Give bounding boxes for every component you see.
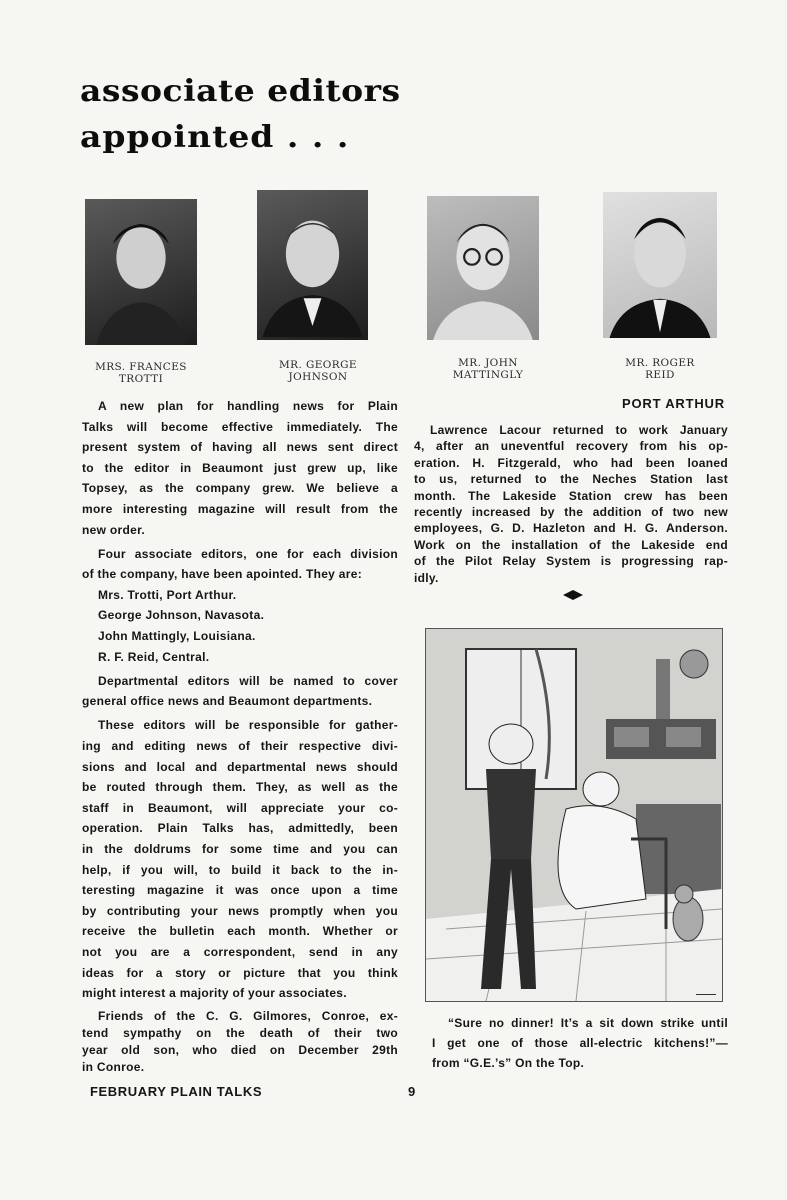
text-line: more interesting magazine will result from the [82,501,398,516]
text-line: by contributing your news promptly when you [82,903,398,918]
footer-publication: FEBRUARY PLAIN TALKS [90,1084,263,1099]
text-line: ing and editing news of their respective divi- [82,739,398,753]
text-line: staff in Beaumont, will appreciate your co- [82,800,398,815]
text-line: teresting magazine it was once upon a time [82,883,398,898]
page-number: 9 [408,1084,416,1099]
caption-john-mattingly [413,357,563,381]
text-line: George Johnson, Navasota. [98,608,265,623]
text-line: These editors will be responsible for gather- [98,718,398,733]
text-line: ideas for a story or picture that you think [82,965,398,980]
text-line: of the company, have been apointed. They are: [82,567,363,582]
caption-line: MATTINGLY [452,369,524,381]
caption-line: TROTTI [118,373,164,385]
text-line: help, if you will, to build it back to the in- [82,862,398,877]
paragraph [432,1013,728,1073]
paragraph [82,715,398,1003]
caption-line: MR. JOHN [458,357,518,369]
text-line: year old son, who died on December 29th [82,1043,398,1057]
text-line: Topsey, as the company grew. We believe a [82,481,398,496]
text-line: 4, after an uneventful recovery from his op- [414,439,728,454]
text-line: R. F. Reid, Central. [98,649,210,664]
article-body [82,396,398,1004]
paragraph [82,544,398,585]
text-line: recently increased by the addition of two new [414,504,728,519]
photo-roger-reid [603,192,717,338]
caption-line: MR. ROGER [625,357,695,369]
text-line: idly. [414,570,439,585]
text-line: Departmental editors will be named to cover [98,673,398,688]
text-line: not you are a correspondent, send in any [82,944,398,959]
gilmores-notice [82,1008,398,1076]
paragraph [82,626,398,647]
text-line: Lawrence Lacour returned to work January [430,423,728,437]
text-line: Work on the installation of the Lakeside end [414,537,728,552]
photo-john-mattingly [427,196,539,340]
text-line: general office news and Beaumont departments. [82,694,373,709]
text-line: Four associate editors, one for each division [98,546,398,561]
caption-line: MR. GEORGE [279,359,357,371]
text-line: Talks will become effective immediately. The [82,419,398,434]
caption-line: JOHNSON [288,371,348,383]
diamond-divider-icon [563,590,583,595]
caption-line: REID [645,369,675,381]
artist-signature-mark [696,986,716,995]
paragraph [82,647,398,668]
paragraph [82,671,398,712]
text-line: “Sure no dinner! It’s a sit down strike until [448,1016,728,1030]
section-heading-port-arthur: PORT ARTHUR [622,396,725,411]
text-line: A new plan for handling news for Plain [98,399,398,413]
text-line: operation. Plain Talks has, admittedly, been [82,821,398,836]
caption-line: MRS. FRANCES [95,361,187,373]
caption-roger-reid [585,357,735,381]
text-line: receive the bulletin each month. Whether or [82,924,398,939]
text-line: might interest a majority of your associates. [82,986,347,1001]
text-line: month. The Lakeside Station crew has been [414,488,728,503]
text-line: new order. [82,522,146,537]
cartoon-caption [432,1013,728,1073]
text-line: be routed through them. They, as well as the [82,780,398,795]
photo-frances-trotti [85,199,197,345]
title-line-1: associate editors [80,72,401,109]
text-line: present system of having all news sent direct [82,440,398,455]
paragraph [82,605,398,626]
photo-george-johnson [257,190,368,340]
text-line: Friends of the C. G. Gilmores, Conroe, ex- [98,1009,398,1023]
text-line: to us, returned to the Neches Station last [414,472,728,487]
cartoon-illustration [425,628,723,1002]
caption-frances-trotti [66,361,216,385]
text-line: to the editor in Beaumont just grew up, like [82,460,398,475]
text-line: John Mattingly, Louisiana. [98,629,256,644]
title-line-2: appointed . . . [80,118,350,155]
port-arthur-news [414,422,728,586]
text-line: I get one of those all-electric kitchens!”— [432,1036,728,1050]
text-line: tend sympathy on the death of their two [82,1026,398,1040]
text-line: from “G.E.’s” On the Top. [432,1056,585,1070]
paragraph [82,585,398,606]
text-line: employees, G. D. Hazleton and H. G. Anderson. [414,521,728,536]
text-line: sions and local and departmental news should [82,759,398,774]
paragraph [414,422,728,586]
text-line: Mrs. Trotti, Port Arthur. [98,587,237,602]
text-line: in the doldrums for some time and you can [82,841,398,856]
diamond-divider-bottom [563,595,583,600]
paragraph [82,1008,398,1076]
text-line: of the Pilot Relay System is progressing rap- [414,554,728,569]
caption-george-johnson [243,359,393,383]
text-line: in Conroe. [82,1060,145,1074]
text-line: eration. H. Fitzgerald, who had been loaned [414,455,728,470]
paragraph [82,396,398,540]
